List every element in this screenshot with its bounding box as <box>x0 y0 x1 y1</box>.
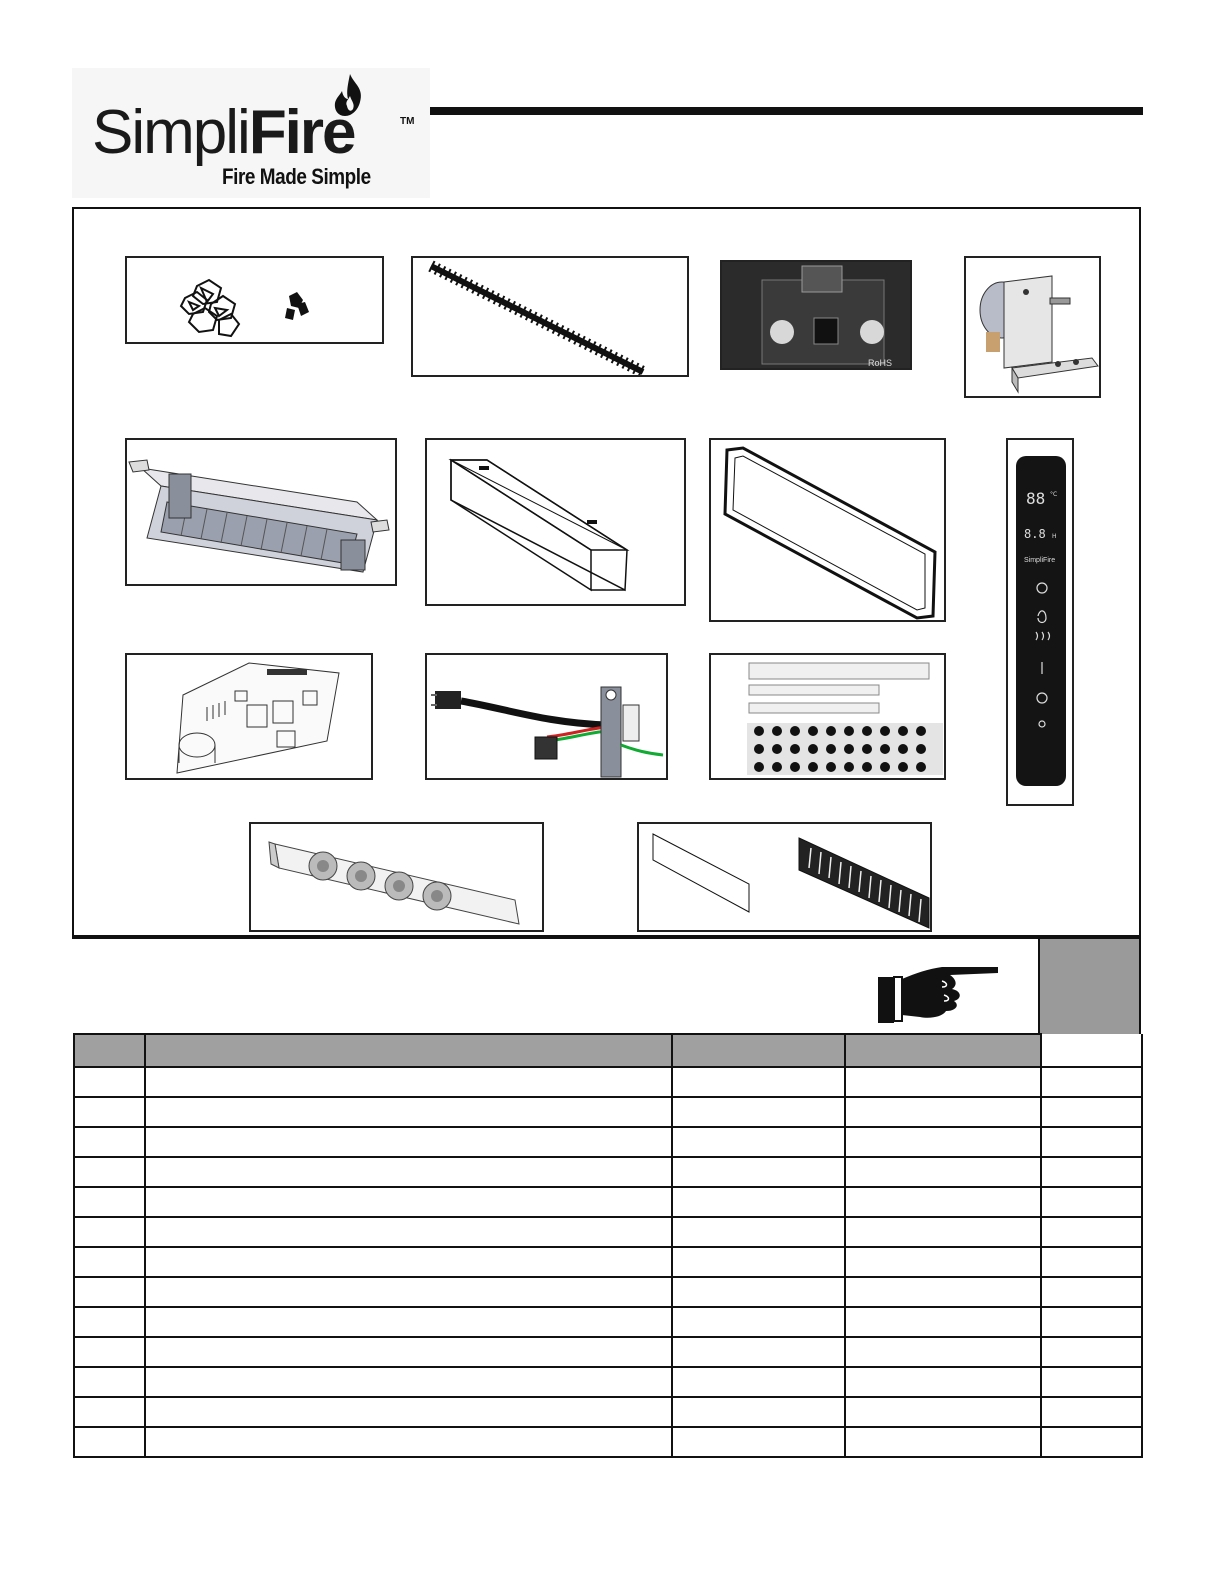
table-cell <box>672 1127 845 1157</box>
table-cell <box>1041 1277 1142 1307</box>
table-row <box>74 1127 1142 1157</box>
part-image-main-control-board <box>125 653 373 780</box>
motor-bracket-icon <box>966 258 1101 398</box>
table-row <box>74 1277 1142 1307</box>
table-cell <box>1041 1307 1142 1337</box>
remote-brand-label: SimpliFire <box>1024 557 1056 564</box>
remote-buttons <box>1008 440 1074 806</box>
table-cell <box>845 1427 1041 1457</box>
part-image-control-circuit-board <box>720 260 912 370</box>
table-cell <box>74 1157 145 1187</box>
glass-panel-icon <box>427 440 686 606</box>
table-cell <box>145 1397 672 1427</box>
table-cell <box>1041 1427 1142 1457</box>
table-cell <box>845 1097 1041 1127</box>
table-cell <box>1041 1367 1142 1397</box>
table-cell <box>845 1397 1041 1427</box>
table-cell <box>672 1187 845 1217</box>
table-cell <box>672 1067 845 1097</box>
table-row <box>74 1097 1142 1127</box>
table-row <box>74 1337 1142 1367</box>
table-cell <box>74 1427 145 1457</box>
table-cell <box>845 1067 1041 1097</box>
trademark-mark: TM <box>400 116 415 127</box>
trim-frame-icon <box>711 440 946 622</box>
table-cell <box>672 1247 845 1277</box>
table-cell <box>672 1367 845 1397</box>
part-image-power-cord-assembly <box>425 653 668 780</box>
table-cell <box>1041 1337 1142 1367</box>
header-rule <box>430 107 1143 115</box>
table-cell <box>845 1157 1041 1187</box>
table-cell <box>74 1337 145 1367</box>
flame-rod-icon <box>251 824 544 932</box>
circuit-board-icon <box>722 262 912 370</box>
table-cell <box>845 1367 1041 1397</box>
table-cell <box>145 1187 672 1217</box>
part-image-flame-rod-assembly <box>249 822 544 932</box>
table-cell <box>74 1307 145 1337</box>
table-cell <box>672 1337 845 1367</box>
table-cell <box>1041 1097 1142 1127</box>
part-image-motor-bracket <box>964 256 1101 398</box>
table-cell <box>845 1337 1041 1367</box>
table-cell <box>145 1097 672 1127</box>
remote-temp-readout: 88 <box>1026 489 1046 508</box>
heat-button-icon <box>1036 632 1050 640</box>
table-cell <box>145 1127 672 1157</box>
flame-button-icon <box>1038 611 1046 623</box>
table-cell <box>74 1277 145 1307</box>
power-button-icon <box>1037 583 1047 593</box>
table-row <box>74 1367 1142 1397</box>
remote-timer-unit: H <box>1052 533 1057 540</box>
table-row <box>74 1217 1142 1247</box>
table-cell <box>1041 1397 1142 1427</box>
table-cell <box>74 1217 145 1247</box>
parts-table <box>73 1033 1143 1458</box>
control-board-icon <box>127 655 373 780</box>
part-image-remote-control <box>1006 438 1074 806</box>
table-cell <box>74 1397 145 1427</box>
light-button-icon <box>1039 721 1045 727</box>
part-image-reflector-and-flame-screen <box>637 822 932 932</box>
brand-logo <box>72 68 430 198</box>
table-cell <box>74 1187 145 1217</box>
crystal-embers-icon <box>127 258 384 344</box>
section-divider <box>72 937 1040 939</box>
table-cell <box>1041 1247 1142 1277</box>
table-cell <box>74 1367 145 1397</box>
header-cell <box>74 1034 145 1067</box>
pointing-hand-icon <box>872 955 1002 1027</box>
led-strips-icon <box>711 655 946 780</box>
part-image-heater-blower-assembly <box>125 438 397 586</box>
blower-assembly-icon <box>127 440 397 586</box>
header-cell <box>1041 1034 1142 1067</box>
table-cell <box>1041 1157 1142 1187</box>
table-cell <box>1041 1217 1142 1247</box>
remote-timer-readout: 8.8 <box>1024 527 1046 541</box>
table-cell <box>672 1427 845 1457</box>
table-cell <box>672 1397 845 1427</box>
part-image-glass-panel <box>425 438 686 606</box>
table-cell <box>1041 1127 1142 1157</box>
table-cell <box>845 1187 1041 1217</box>
table-cell <box>145 1307 672 1337</box>
table-cell <box>672 1307 845 1337</box>
heating-coil-icon <box>413 258 689 377</box>
table-row <box>74 1187 1142 1217</box>
header-cell <box>845 1034 1041 1067</box>
table-cell <box>1041 1067 1142 1097</box>
brand-tagline: Fire Made Simple <box>222 164 371 189</box>
brand-name: SimpliFire <box>92 98 355 167</box>
header-cell <box>672 1034 845 1067</box>
table-row <box>74 1307 1142 1337</box>
table-row <box>74 1397 1142 1427</box>
part-image-heating-element <box>411 256 689 377</box>
header-cell <box>145 1034 672 1067</box>
table-cell <box>845 1307 1041 1337</box>
table-cell <box>145 1247 672 1277</box>
table-cell <box>145 1367 672 1397</box>
part-image-led-light-strips <box>709 653 946 780</box>
table-cell <box>74 1097 145 1127</box>
table-cell <box>145 1337 672 1367</box>
table-cell <box>845 1217 1041 1247</box>
table-cell <box>74 1247 145 1277</box>
table-cell <box>145 1427 672 1457</box>
table-cell <box>672 1097 845 1127</box>
table-cell <box>74 1127 145 1157</box>
table-cell <box>145 1277 672 1307</box>
table-cell <box>672 1157 845 1187</box>
table-cell <box>74 1067 145 1097</box>
table-cell <box>145 1217 672 1247</box>
table-cell <box>672 1277 845 1307</box>
table-row <box>74 1157 1142 1187</box>
table-row <box>74 1067 1142 1097</box>
table-cell <box>845 1127 1041 1157</box>
table-cell <box>845 1247 1041 1277</box>
part-image-front-trim-frame <box>709 438 946 622</box>
power-cord-icon <box>427 655 668 780</box>
table-cell <box>145 1157 672 1187</box>
remote-temp-unit: °C <box>1050 491 1058 498</box>
table-row <box>74 1247 1142 1277</box>
table-row <box>74 1427 1142 1457</box>
table-cell <box>145 1067 672 1097</box>
reflector-screen-icon <box>639 824 932 932</box>
table-cell <box>845 1277 1041 1307</box>
timer-button-icon <box>1037 693 1047 703</box>
table-cell <box>672 1217 845 1247</box>
table-cell <box>1041 1187 1142 1217</box>
table-header-row <box>74 1034 1142 1067</box>
part-image-crystal-embers <box>125 256 384 344</box>
svg-text:RoHS: RoHS <box>868 358 893 368</box>
